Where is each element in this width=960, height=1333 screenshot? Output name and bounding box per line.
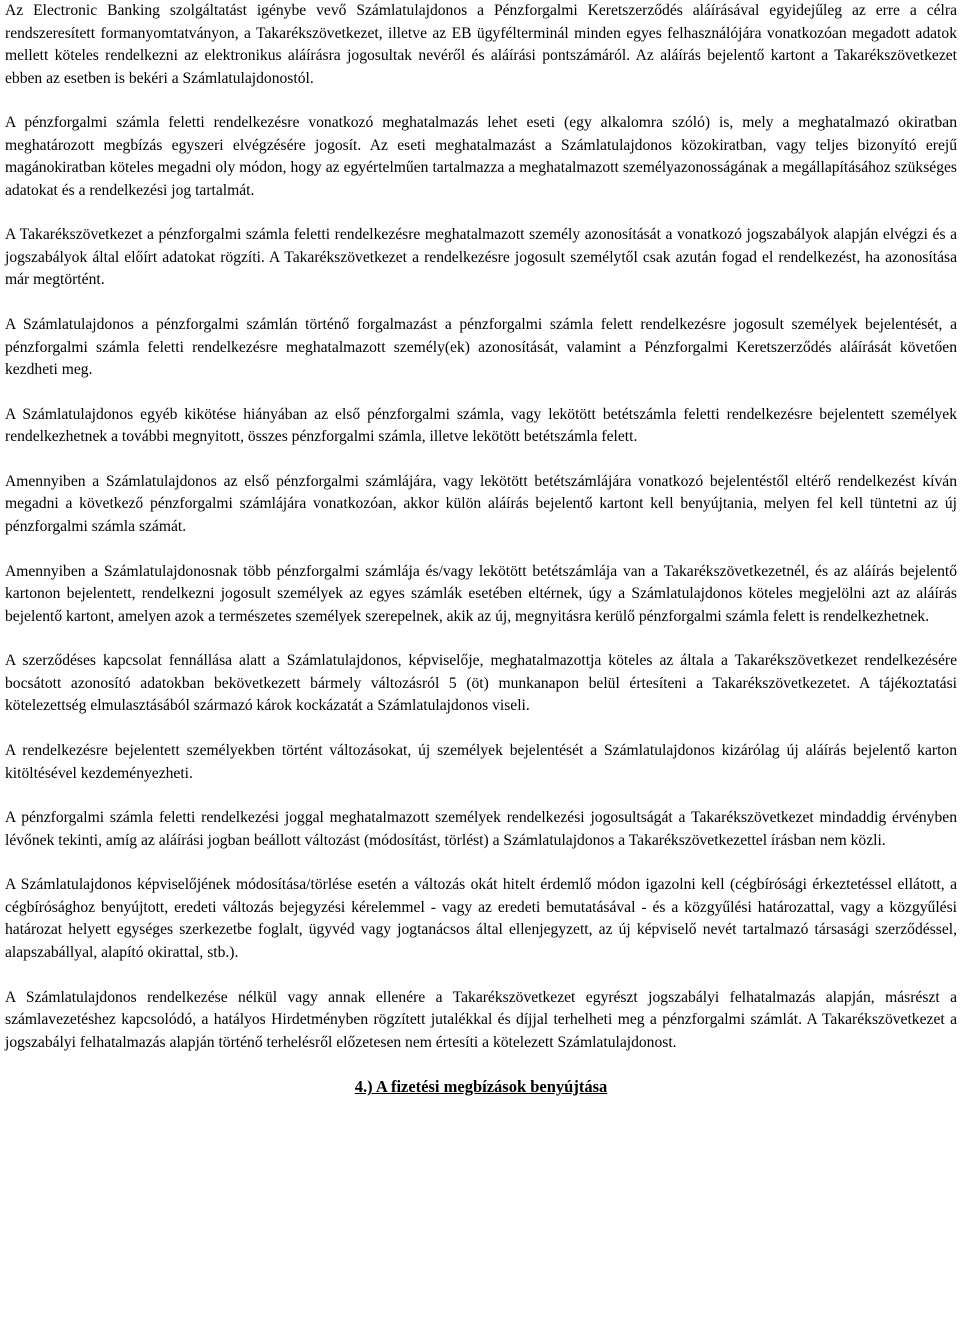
- paragraph-eb-signatories: Az Electronic Banking szolgáltatást igénybe vevő Számlatulajdonos a Pénzforgalmi Keretszerződés aláírásával egyidejűleg az erre a célra rendszeresített formanyomtatványon, a Takarékszövetkezet, illetve az EB ügyfélterminál minden egyes felhasználójára vonatkozóan megadott adatok mellett köteles rendelkezni az elektronikus aláírásra jogosultak nevéről és aláírási pontszámáról. Az aláírás bejelentő kartont a Takarékszövetkezet ebben az esetben is bekéri a Számlatulajdonostól.: [5, 2, 957, 87]
- paragraph-start-of-transactions: A Számlatulajdonos a pénzforgalmi számlán történő forgalmazást a pénzforgalmi számla felett rendelkezésre jogosult személyek bejelentését, a pénzforgalmi számla feletti rendelkezésre meghatalmazott személy(ek) azonosítását, valamint a Pénzforgalmi Keretszerződés aláírását követően kezdheti meg.: [5, 316, 957, 379]
- paragraph-debit-without-consent: A Számlatulajdonos rendelkezése nélkül vagy annak ellenére a Takarékszövetkezet egyrészt jogszabályi felhatalmazás alapján, másrészt a számlavezetéshez kapcsolódó, a hatályos Hirdetményben rögzített jutalékkal és díjjal terhelheti meg a pénzforgalmi számlát. A Takarékszövetkezet a jogszabályi felhatalmazás alapján történő terhelésről előzetesen nem értesíti a kötelezett Számlatulajdonost.: [5, 988, 957, 1051]
- paragraph-representative-change: A Számlatulajdonos képviselőjének módosítása/törlése esetén a változás okát hitelt érdemlő módon igazolni kell (cégbírósági érkeztetéssel ellátott, a cégbírósághoz benyújtott, eredeti változás bejegyzési kérelemmel - vagy az eredeti bemutatásával - és a közgyűlési határozattal, vagy a közgyűlési határozat helyett egységes szerkezetbe foglalt, ügyvéd vagy jogtanácsos által ellenjegyzett, az új képviselő nevét tartalmazó társasági szerződéssel, alapszabállyal, alapító okirattal, stb.).: [5, 876, 957, 961]
- paragraph-one-time-authorization: A pénzforgalmi számla feletti rendelkezésre vonatkozó meghatalmazás lehet eseti (egy alkalomra szóló) is, mely a meghatalmazó okiratban meghatározott megbízás egyszeri elvégzésére jogosít. Az eseti meghatalmazást a Számlatulajdonos közokiratban, vagy teljes bizonyító erejű magánokiratban köteles megadni oly módon, hogy az egyértelműen tartalmazza a meghatalmazott személyazonosságának a megállapításához szükséges adatokat és a rendelkezési jog tartalmát.: [5, 114, 957, 199]
- paragraph-identification: A Takarékszövetkezet a pénzforgalmi számla feletti rendelkezésre meghatalmazott személy azonosítását a vonatkozó jogszabályok alapján elvégzi és a jogszabályok által előírt adatokat rögzíti. A Takarékszövetkezet a rendelkezésre jogosult személytől csak azután fogad el rendelkezést, ha azonosítása már megtörtént.: [5, 226, 957, 289]
- paragraph-default-authorization: A Számlatulajdonos egyéb kikötése hiányában az első pénzforgalmi számla, vagy lekötött betétszámla feletti rendelkezésre bejelentett személyek rendelkezhetnek a további megnyitott, összes pénzforgalmi számla, illetve lekötött betétszámla felett.: [5, 405, 957, 446]
- paragraph-separate-signature-card: Amennyiben a Számlatulajdonos az első pénzforgalmi számlájára, vagy lekötött betétszámlájára vonatkozó bejelentéstől eltérő rendelkezést kíván megadni a következő pénzforgalmi számlájára vonatkozóan, akkor külön aláírás bejelentő kartont kell benyújtania, melyen fel kell tüntetni az új pénzforgalmi számla számát.: [5, 472, 957, 535]
- document-page: [5, 0, 957, 1099]
- section-heading: 4.) A fizetési megbízások benyújtása: [354, 1077, 608, 1097]
- paragraph-validity-of-authorization: A pénzforgalmi számla feletti rendelkezési joggal meghatalmazott személyek rendelkezési jogosultságát a Takarékszövetkezet mindaddig érvényben lévőnek tekinti, amíg az aláírási jogban beállott változást (módosítást, törlést) a Számlatulajdonos a Takarékszövetkezettel írásban nem közli.: [5, 809, 957, 849]
- paragraph-new-signature-card: A rendelkezésre bejelentett személyekben történt változásokat, új személyek bejelentését a Számlatulajdonos kizárólag új aláírás bejelentő karton kitöltésével kezdeményezheti.: [5, 742, 957, 782]
- paragraph-change-notification: A szerződéses kapcsolat fennállása alatt a Számlatulajdonos, képviselője, meghatalmazottja köteles az általa a Takarékszövetkezet rendelkezésére bocsátott azonosító adatokban bekövetkezett bármely változásról 5 (öt) munkanapon belül értesíteni a Takarékszövetkezetet. A tájékoztatási kötelezettség elmulasztásából származó károk kockázatát a Számlatulajdonos viseli.: [5, 652, 957, 715]
- paragraph-multiple-accounts: Amennyiben a Számlatulajdonosnak több pénzforgalmi számlája és/vagy lekötött betétszámlája van a Takarékszövetkezetnél, és az aláírás bejelentő kartonon bejelentett, rendelkezni jogosult személyek az egyes számlák esetében eltérnek, úgy a Számlatulajdonos köteles megjelölni azt az aláírás bejelentő kartont, amelyen azok a természetes személyek szerepelnek, akik az új, megnyitásra kerülő pénzforgalmi számla felett is rendelkezhetnek.: [5, 562, 957, 625]
